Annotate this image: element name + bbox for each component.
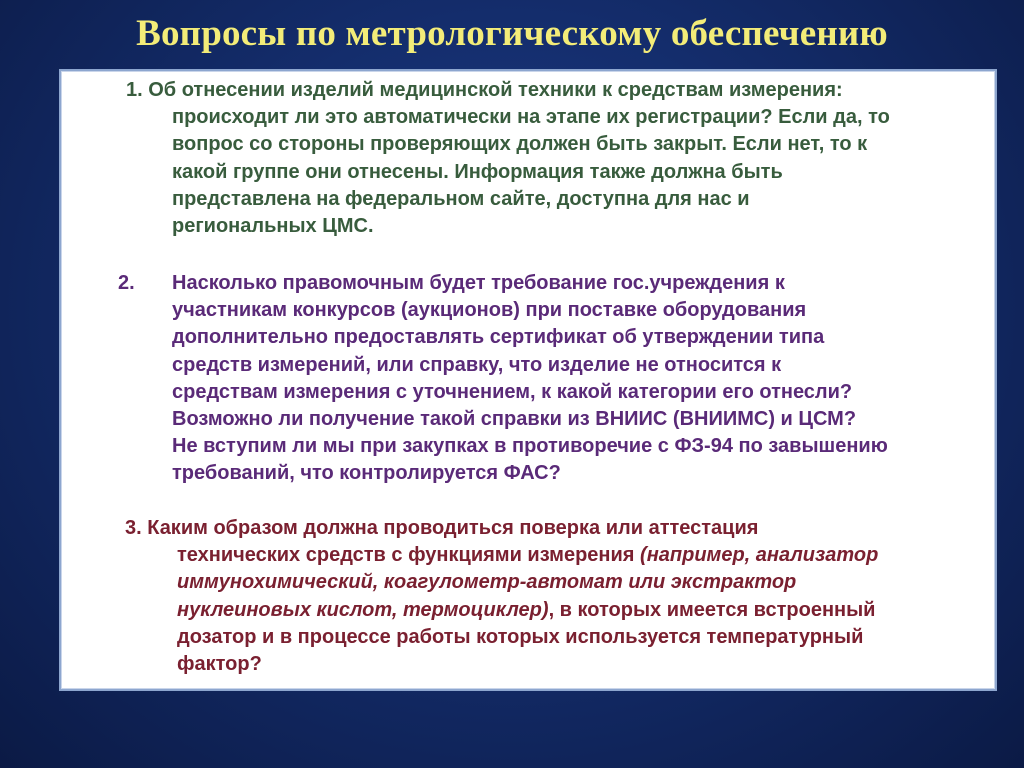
question-2-line-8: требований, что контролируется ФАС?: [172, 462, 561, 485]
question-1-line-4: какой группе они отнесены. Информация также должна быть: [172, 160, 783, 183]
question-3-line-6: фактор?: [177, 653, 262, 676]
question-2-line-7: Не вступим ли мы при закупках в противоречие с ФЗ-94 по завышению: [172, 435, 888, 458]
question-1-line-3: вопрос со стороны проверяющих должен быть закрыт. Если нет, то к: [172, 133, 868, 156]
question-3-line-5: дозатор и в процессе работы которых используется температурный: [177, 625, 864, 648]
question-2-line-6: Возможно ли получение такой справки из ВНИИС (ВНИИМС) и ЦСМ?: [172, 408, 857, 431]
question-1-line-2: происходит ли это автоматически на этапе их регистрации? Если да, то: [172, 106, 890, 129]
question-3-line-2: [125, 542, 878, 569]
question-1-line-1: 1. Об отнесении изделий медицинской техники к средствам измерения:: [126, 79, 843, 101]
question-3: [125, 515, 878, 678]
question-3-example-start: (например, анализатор: [640, 544, 879, 567]
question-2-line-1: Насколько правомочным будет требование гос.учреждения к: [172, 272, 785, 294]
question-3-line-3: иммунохимический, коагулометр-автомат или экстрактор: [177, 571, 797, 594]
question-1-line-6: региональных ЦМС.: [172, 215, 374, 238]
question-3-line-1: 3. Каким образом должна проводиться поверка или аттестация: [125, 517, 759, 539]
question-3-example-end: нуклеиновых кислот, термоциклер): [177, 598, 549, 621]
question-3-line-2-text: технических средств с функциями измерения: [177, 544, 641, 567]
question-2-line-5: средствам измерения с уточнением, к какой категории его отнесли?: [172, 380, 853, 403]
question-2: [172, 270, 888, 488]
question-3-line-4: [125, 597, 878, 624]
question-2-line-4: средств измерений, или справку, что изделие не относится к: [172, 353, 782, 376]
question-3-line-4-text: , в которых имеется встроенный: [548, 598, 876, 621]
question-2-number: 2.: [118, 272, 135, 294]
question-2-line-3: дополнительно предоставлять сертификат об утверждении типа: [172, 326, 825, 349]
question-2-line-2: участникам конкурсов (аукционов) при поставке оборудования: [172, 299, 807, 322]
question-1: [126, 77, 890, 240]
question-1-line-5: представлена на федеральном сайте, доступна для нас и: [172, 187, 750, 210]
slide-title: Вопросы по метрологическому обеспечению: [136, 13, 888, 54]
